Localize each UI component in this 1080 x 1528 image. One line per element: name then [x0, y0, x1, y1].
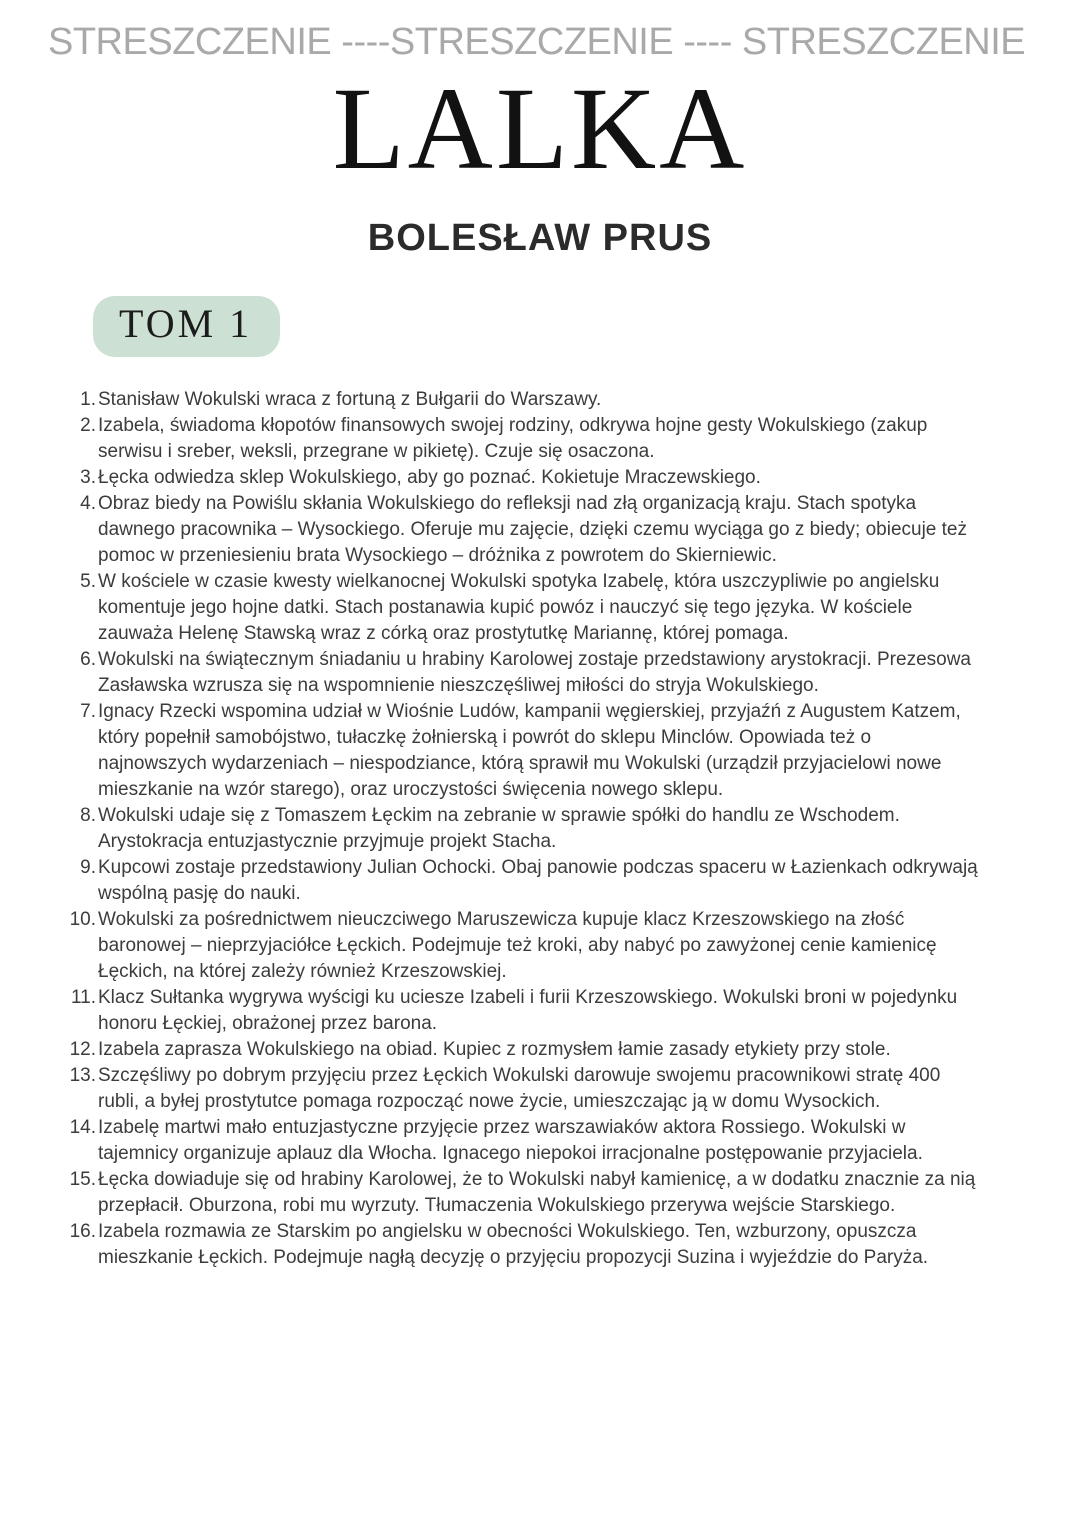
watermark-banner: STRESZCZENIE ----STRESZCZENIE ---- STRESZCZENIE [48, 21, 1026, 63]
summary-list-item [60, 907, 1000, 985]
item-number: 9. [80, 857, 96, 879]
summary-list-item [60, 1063, 1000, 1115]
item-text: Szczęśliwy po dobrym przyjęciu przez Łęckich Wokulski darowuje swojemu pracownikowi stratę 400 rubli, a byłej prostytutce pomaga rozpocząć nowe życie, umieszczając ją w domu Wysockich. [98, 1065, 941, 1113]
item-number: 1. [80, 389, 96, 411]
item-text: Izabela, świadoma kłopotów finansowych swojej rodziny, odkrywa hojne gesty Wokulskiego (zakup serwisu i sreber, weksli, przegrane w pikietę). Czuje się osaczona. [98, 415, 928, 463]
item-number: 14. [69, 1117, 96, 1139]
item-text: Klacz Sułtanka wygrywa wyścigi ku uciesze Izabeli i furii Krzeszowskiego. Wokulski broni w pojedynku honoru Łęckiej, obrażonej przez barona. [98, 987, 958, 1035]
item-number: 10. [69, 909, 96, 931]
item-text: Wokulski udaje się z Tomaszem Łęckim na zebranie w sprawie spółki do handlu ze Wschodem. Arystokracja entuzjastycznie przyjmuje projekt Stacha. [98, 805, 900, 853]
summary-list-item [60, 491, 1000, 569]
item-text: Izabela rozmawia ze Starskim po angielsku w obecności Wokulskiego. Ten, wzburzony, opuszcza mieszkanie Łęckich. Podejmuje nagłą decyzję o przyjęciu propozycji Suzina i wyjeździe do Paryża. [98, 1221, 929, 1269]
summary-list-item [60, 855, 1000, 907]
summary-list-item [60, 1115, 1000, 1167]
item-text: W kościele w czasie kwesty wielkanocnej Wokulski spotyka Izabelę, która uszczypliwie po angielsku komentuje jego hojne datki. Stach postanawia kupić powóz i nauczyć się tego języka. W kościele zauważa Helenę Stawską wraz z córką oraz prostytutkę Mariannę, której pomaga. [98, 571, 940, 645]
summary-list-item [60, 985, 1000, 1037]
summary-list-item [60, 569, 1000, 647]
item-text: Obraz biedy na Powiślu skłania Wokulskiego do refleksji nad złą organizacją kraju. Stach spotyka dawnego pracownika – Wysockiego. Oferuje mu zajęcie, dzięki czemu wyciąga go z biedy; obiecuje też pomoc w przeniesieniu brata Wysockiego – dróżnika z powrotem do Skierniewic. [98, 493, 967, 567]
summary-list-item [60, 413, 1000, 465]
summary-list-item [60, 387, 1000, 413]
item-number: 8. [80, 805, 96, 827]
summary-list [60, 387, 1000, 1271]
item-text: Wokulski za pośrednictwem nieuczciwego Maruszewicza kupuje klacz Krzeszowskiego na złość baronowej – nieprzyjaciółce Łęckich. Podejmuje też kroki, aby nabyć po zawyżonej cenie kamienicę Łęckich, na której zależy również Krzeszowskiej. [98, 909, 937, 983]
item-text: Stanisław Wokulski wraca z fortuną z Bułgarii do Warszawy. [98, 389, 602, 411]
item-text: Izabelę martwi mało entuzjastyczne przyjęcie przez warszawiaków aktora Rossiego. Wokulski w tajemnicy organizuje aplauz dla Włocha. Ignacego niepokoi irracjonalne postępowanie przyjaciela. [98, 1117, 923, 1165]
item-number: 12. [69, 1039, 96, 1061]
author-name: BOLESŁAW PRUS [367, 216, 713, 259]
volume-badge: TOM 1 [93, 296, 280, 357]
book-title: LALKA [332, 62, 748, 194]
item-text: Kupcowi zostaje przedstawiony Julian Ochocki. Obaj panowie podczas spaceru w Łazienkach odkrywają wspólną pasję do nauki. [98, 857, 978, 905]
item-number: 4. [80, 493, 96, 515]
summary-list-item [60, 1219, 1000, 1271]
item-number: 2. [80, 415, 96, 437]
item-text: Łęcka odwiedza sklep Wokulskiego, aby go poznać. Kokietuje Mraczewskiego. [98, 467, 761, 489]
item-number: 7. [80, 701, 96, 723]
item-text: Ignacy Rzecki wspomina udział w Wiośnie Ludów, kampanii węgierskiej, przyjaźń z Augustem Katzem, który popełnił samobójstwo, tułaczkę żołnierską i powrót do sklepu Minclów. Opowiada też o najnowszych wydarzeniach – niespodziance, którą sprawił mu Wokulski (urządził przyjacielowi nowe mieszkanie na wzór starego), oraz uroczystości święcenia nowego sklepu. [98, 701, 961, 801]
summary-list-item [60, 1037, 1000, 1063]
item-text: Izabela zaprasza Wokulskiego na obiad. Kupiec z rozmysłem łamie zasady etykiety przy stole. [98, 1039, 891, 1061]
item-text: Wokulski na świątecznym śniadaniu u hrabiny Karolowej zostaje przedstawiony arystokracji. Prezesowa Zasławska wzrusza się na wspomnienie nieszczęśliwej miłości do stryja Wokulskiego. [98, 649, 971, 697]
summary-list-item [60, 647, 1000, 699]
summary-list-item [60, 699, 1000, 803]
item-number: 13. [69, 1065, 96, 1087]
item-number: 3. [80, 467, 96, 489]
summary-list-item [60, 1167, 1000, 1219]
item-text: Łęcka dowiaduje się od hrabiny Karolowej, że to Wokulski nabył kamienicę, a w dodatku znacznie za nią przepłacił. Oburzona, robi mu wyrzuty. Tłumaczenia Wokulskiego przerywa wejście Starskiego. [98, 1169, 976, 1217]
item-number: 6. [80, 649, 96, 671]
item-number: 15. [69, 1169, 96, 1191]
item-number: 5. [80, 571, 96, 593]
summary-list-item [60, 803, 1000, 855]
summary-list-item [60, 465, 1000, 491]
item-number: 16. [69, 1221, 96, 1243]
item-number: 11. [70, 987, 96, 1009]
